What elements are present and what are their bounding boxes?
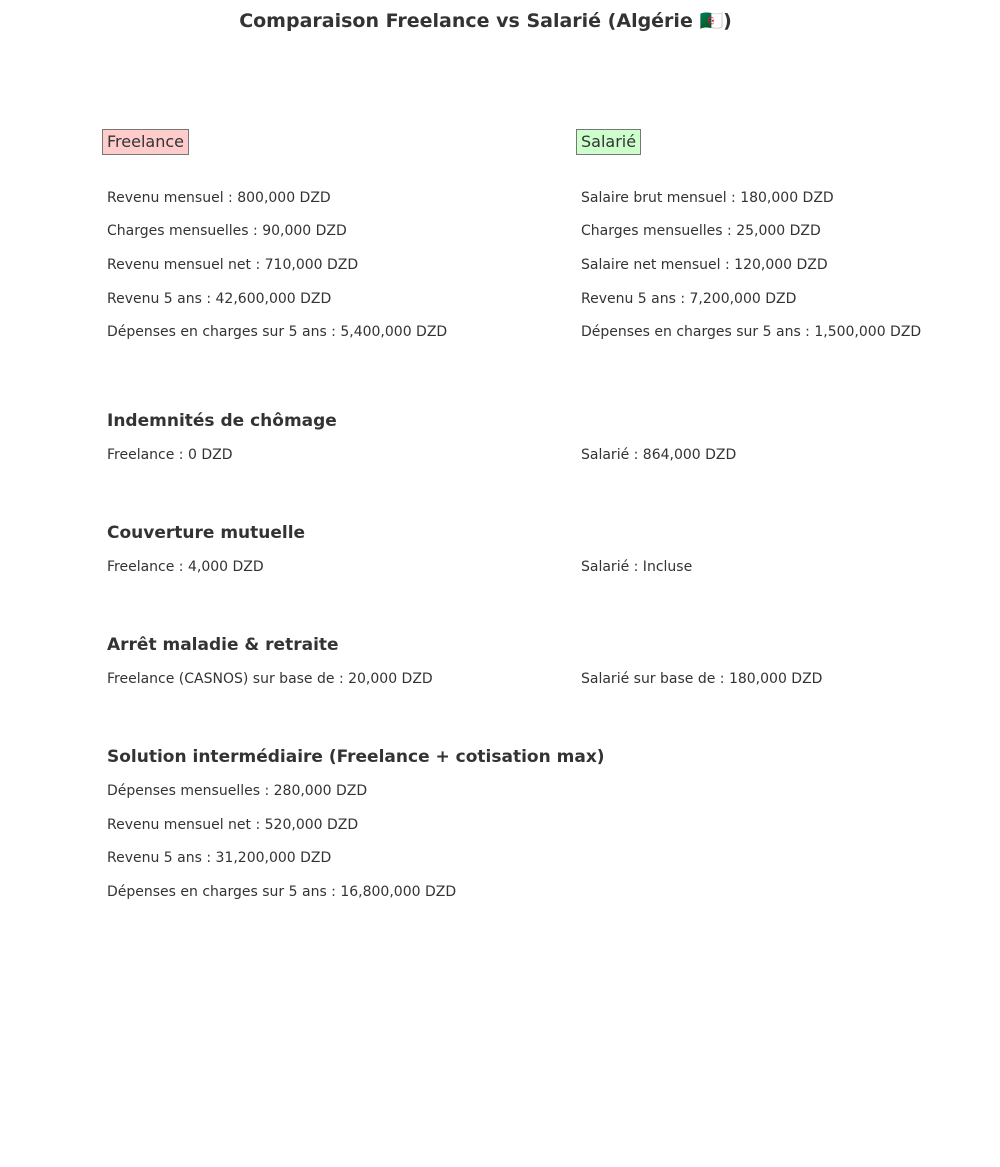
salarie-line-revenu-5-ans: Revenu 5 ans : 7,200,000 DZD <box>581 291 797 307</box>
salarie-line-charges-mensuelles: Charges mensuelles : 25,000 DZD <box>581 223 821 239</box>
solution-line-depenses-mensuelles: Dépenses mensuelles : 280,000 DZD <box>107 783 368 799</box>
mutuelle-salarie: Salarié : Incluse <box>581 559 693 575</box>
section-heading-mutuelle: Couverture mutuelle <box>107 523 306 543</box>
freelance-line-depenses-5-ans: Dépenses en charges sur 5 ans : 5,400,000 DZD <box>107 324 448 340</box>
freelance-line-charges-mensuelles: Charges mensuelles : 90,000 DZD <box>107 223 347 239</box>
freelance-line-revenu-5-ans: Revenu 5 ans : 42,600,000 DZD <box>107 291 332 307</box>
salarie-line-salaire-net: Salaire net mensuel : 120,000 DZD <box>581 257 828 273</box>
solution-line-revenu-5-ans: Revenu 5 ans : 31,200,000 DZD <box>107 850 332 866</box>
salarie-line-depenses-5-ans: Dépenses en charges sur 5 ans : 1,500,000 DZD <box>581 324 922 340</box>
maladie-retraite-freelance: Freelance (CASNOS) sur base de : 20,000 DZD <box>107 671 433 687</box>
salarie-line-salaire-brut: Salaire brut mensuel : 180,000 DZD <box>581 190 834 206</box>
section-heading-maladie-retraite: Arrêt maladie & retraite <box>107 635 339 655</box>
salarie-label: Salarié <box>576 129 641 155</box>
solution-line-depenses-5-ans: Dépenses en charges sur 5 ans : 16,800,000 DZD <box>107 884 457 900</box>
section-heading-solution: Solution intermédiaire (Freelance + cotisation max) <box>107 747 605 767</box>
mutuelle-freelance: Freelance : 4,000 DZD <box>107 559 264 575</box>
page-title: Comparaison Freelance vs Salarié (Algérie 🇩🇿) <box>239 10 732 32</box>
freelance-line-revenu-mensuel: Revenu mensuel : 800,000 DZD <box>107 190 331 206</box>
freelance-label: Freelance <box>102 129 189 155</box>
maladie-retraite-salarie: Salarié sur base de : 180,000 DZD <box>581 671 823 687</box>
chomage-freelance: Freelance : 0 DZD <box>107 447 233 463</box>
section-heading-chomage: Indemnités de chômage <box>107 411 337 431</box>
chomage-salarie: Salarié : 864,000 DZD <box>581 447 737 463</box>
solution-line-revenu-net: Revenu mensuel net : 520,000 DZD <box>107 817 359 833</box>
freelance-line-revenu-net: Revenu mensuel net : 710,000 DZD <box>107 257 359 273</box>
